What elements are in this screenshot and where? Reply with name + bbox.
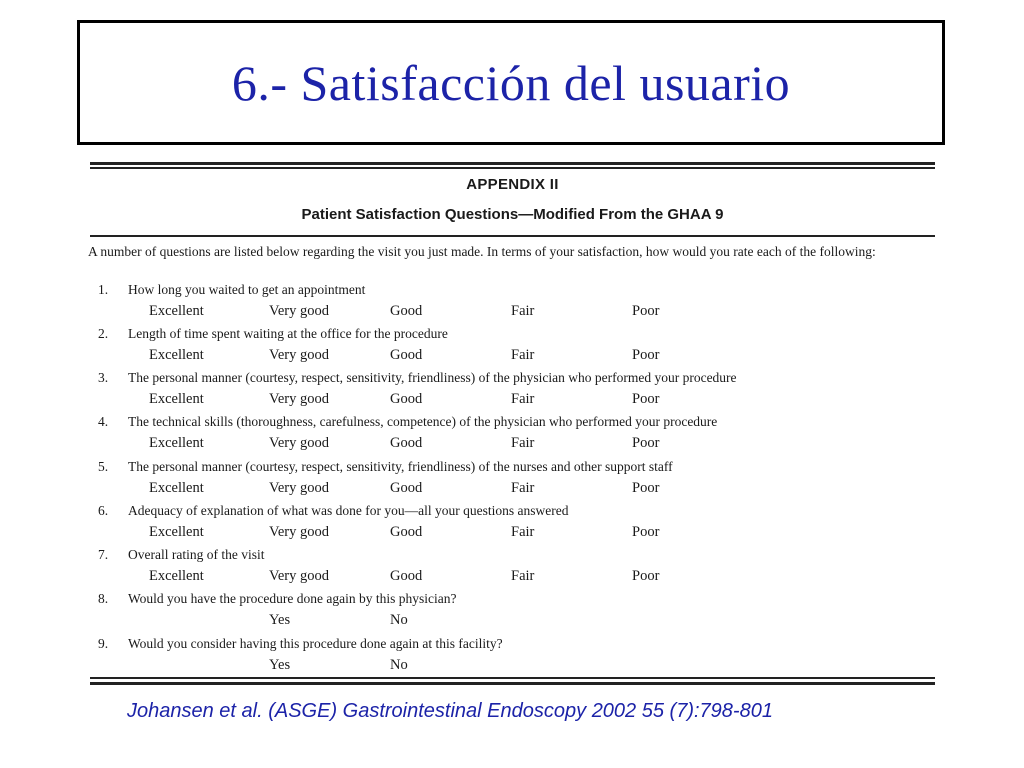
option-no: No — [390, 612, 408, 628]
question-text: The personal manner (courtesy, respect, sensitivity, friendliness) of the physician who performed your procedure — [128, 370, 737, 385]
question-item — [88, 326, 938, 370]
option-fair: Fair — [511, 568, 535, 584]
bottom-rule-lower — [90, 682, 935, 685]
option-no: No — [390, 657, 408, 673]
option-excellent: Excellent — [149, 391, 204, 407]
question-text: How long you waited to get an appointment — [128, 282, 366, 297]
option-good: Good — [390, 435, 423, 451]
option-excellent: Excellent — [149, 524, 204, 540]
question-number: 7. — [98, 547, 109, 562]
question-number: 2. — [98, 326, 109, 341]
question-item — [88, 414, 938, 458]
question-number: 3. — [98, 370, 109, 385]
question-number: 6. — [98, 503, 109, 518]
option-good: Good — [390, 568, 423, 584]
question-text: The technical skills (thoroughness, carefulness, competence) of the physician who performed your procedure — [128, 414, 718, 429]
appendix-subtitle: Patient Satisfaction Questions—Modified From the GHAA 9 — [301, 206, 724, 223]
option-yes: Yes — [269, 657, 291, 673]
option-very-good: Very good — [269, 391, 330, 407]
option-good: Good — [390, 303, 423, 319]
top-rule-lower — [90, 167, 935, 169]
question-number: 8. — [98, 591, 109, 606]
citation: Johansen et al. (ASGE) Gastrointestinal Endoscopy 2002 55 (7):798-801 — [127, 700, 773, 722]
question-number: 5. — [98, 459, 109, 474]
option-good: Good — [390, 347, 423, 363]
option-yes: Yes — [269, 612, 291, 628]
option-excellent: Excellent — [149, 480, 204, 496]
option-fair: Fair — [511, 391, 535, 407]
title-box — [77, 20, 945, 145]
slide-title: 6.- Satisfacción del usuario — [231, 54, 791, 111]
question-number: 4. — [98, 414, 109, 429]
question-item — [88, 636, 938, 680]
option-poor: Poor — [632, 303, 660, 319]
question-item — [88, 503, 938, 547]
option-poor: Poor — [632, 435, 660, 451]
option-excellent: Excellent — [149, 303, 204, 319]
option-excellent: Excellent — [149, 435, 204, 451]
option-very-good: Very good — [269, 524, 330, 540]
option-very-good: Very good — [269, 303, 330, 319]
option-poor: Poor — [632, 480, 660, 496]
option-good: Good — [390, 480, 423, 496]
question-text: Overall rating of the visit — [128, 547, 265, 562]
option-poor: Poor — [632, 568, 660, 584]
option-fair: Fair — [511, 480, 535, 496]
option-good: Good — [390, 391, 423, 407]
question-text: Adequacy of explanation of what was done for you—all your questions answered — [128, 503, 569, 518]
appendix-intro: A number of questions are listed below regarding the visit you just made. In terms of your satisfaction, how would you rate each of the following: — [88, 244, 876, 259]
question-item — [88, 459, 938, 503]
question-text: The personal manner (courtesy, respect, sensitivity, friendliness) of the nurses and other support staff — [128, 459, 673, 474]
option-very-good: Very good — [269, 347, 330, 363]
option-very-good: Very good — [269, 480, 330, 496]
appendix-title: APPENDIX II — [466, 176, 559, 193]
top-rule-upper — [90, 162, 935, 165]
question-number: 1. — [98, 282, 109, 297]
option-very-good: Very good — [269, 435, 330, 451]
question-item — [88, 547, 938, 591]
option-excellent: Excellent — [149, 347, 204, 363]
question-text: Would you consider having this procedure done again at this facility? — [128, 636, 503, 651]
question-item — [88, 370, 938, 414]
question-item — [88, 591, 938, 635]
option-fair: Fair — [511, 303, 535, 319]
option-fair: Fair — [511, 435, 535, 451]
option-fair: Fair — [511, 524, 535, 540]
option-very-good: Very good — [269, 568, 330, 584]
bottom-rule-upper — [90, 677, 935, 679]
question-text: Would you have the procedure done again by this physician? — [128, 591, 457, 606]
option-poor: Poor — [632, 391, 660, 407]
header-divider — [90, 235, 935, 237]
option-poor: Poor — [632, 524, 660, 540]
option-excellent: Excellent — [149, 568, 204, 584]
option-good: Good — [390, 524, 423, 540]
option-poor: Poor — [632, 347, 660, 363]
option-fair: Fair — [511, 347, 535, 363]
question-text: Length of time spent waiting at the office for the procedure — [128, 326, 448, 341]
question-item — [88, 282, 938, 326]
question-number: 9. — [98, 636, 109, 651]
